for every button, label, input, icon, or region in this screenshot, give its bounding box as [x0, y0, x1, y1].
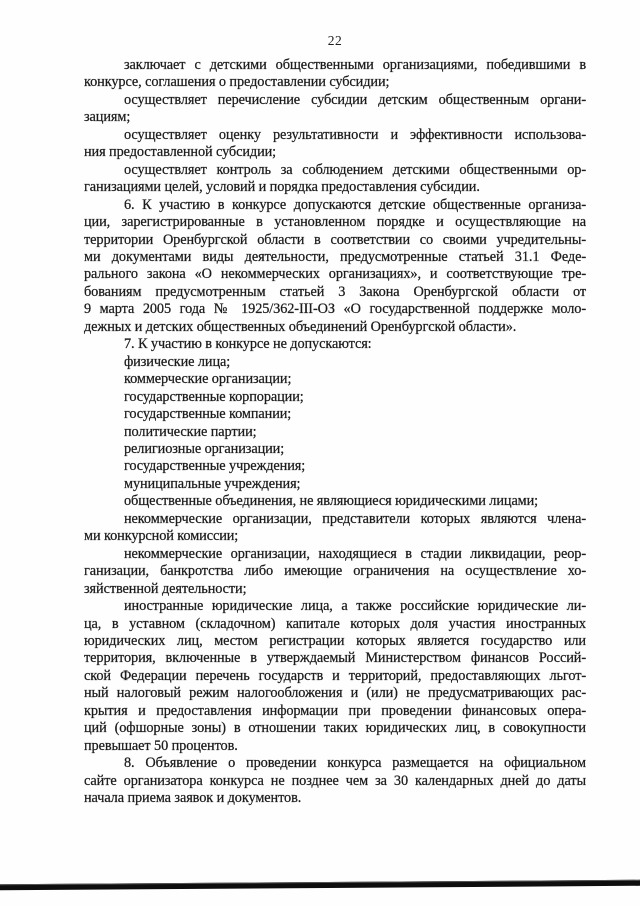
text-line: юридических лиц, местом регистрации которых является государство или	[84, 632, 586, 649]
text-line: рального закона «О некоммерческих организациях», и соответствующие тре-	[84, 266, 586, 283]
text-line: заключает с детскими общественными организациями, победившими в	[124, 57, 586, 73]
text-line: ный налоговый режим налогообложения и (или) не предусматривающих рас-	[84, 685, 586, 702]
text-line: некоммерческие организации, представители которых являются члена-	[124, 510, 586, 527]
text-line: конкурсе, соглашения о предоставлении субсидии;	[84, 74, 390, 91]
text-line: политические партии;	[124, 423, 257, 440]
text-line: ций (офшорные зоны) в отношении таких юридических лиц, в совокупности	[84, 720, 586, 737]
text-line: превышает 50 процентов.	[84, 737, 238, 754]
text-line: государственные корпорации;	[124, 388, 304, 405]
text-line: ции, зарегистрированные в установленном порядке и осуществляющие на	[84, 214, 586, 231]
text-line: общественные объединения, не являющиеся юридическими лицами;	[124, 493, 539, 510]
document-text-block	[84, 57, 586, 807]
text-line: дежных и детских общественных объединений Оренбургской области».	[84, 318, 517, 335]
text-line: 8. Объявление о проведении конкурса размещается на официальном	[124, 755, 586, 772]
text-line: муниципальные учреждения;	[124, 475, 301, 492]
text-line: сайте организатора конкурса не позднее чем за 30 календарных дней до даты	[84, 772, 586, 789]
text-line: ганизации, банкротства либо имеющие ограничения на осуществление хо-	[84, 563, 586, 580]
text-line: зяйственной деятельности;	[84, 580, 247, 597]
text-line: 7. К участию в конкурсе не допускаются:	[124, 336, 372, 353]
text-line: ния предоставленной субсидии;	[84, 144, 277, 161]
text-line: осуществляет оценку результативности и эффективности использова-	[124, 126, 586, 143]
text-line: территория, включенные в утверждаемый Министерством финансов Россий-	[84, 650, 586, 667]
text-line: коммерческие организации;	[124, 371, 292, 388]
text-line: зациям;	[84, 109, 131, 126]
text-line: ганизациями целей, условий и порядка предоставления субсидии.	[84, 179, 480, 196]
text-line: государственные компании;	[124, 406, 292, 423]
text-line: территории Оренбургской области в соответствии со своими учредительны-	[84, 231, 586, 248]
text-line: ми конкурсной комиссии;	[84, 528, 239, 545]
text-line: ца, в уставном (складочном) капитале которых доля участия иностранных	[84, 615, 586, 632]
text-line: иностранные юридические лица, а также российские юридические ли-	[124, 598, 586, 615]
text-line: крытия и предоставления информации при проведении финансовых опера-	[84, 702, 586, 719]
text-line: осуществляет контроль за соблюдением детскими общественными ор-	[124, 161, 586, 178]
page-number: 22	[327, 33, 343, 48]
text-line: 9 марта 2005 года № 1925/362-III-ОЗ «О государственной поддержке моло-	[84, 301, 586, 318]
text-line: государственные учреждения;	[124, 458, 306, 475]
text-line: физические лица;	[124, 353, 231, 370]
text-line: начала приема заявок и документов.	[84, 790, 302, 807]
text-line: осуществляет перечисление субсидии детским общественным органи-	[124, 91, 586, 108]
text-line: бованиям предусмотренным статьей 3 Закона Оренбургской области от	[84, 283, 586, 300]
text-line: некоммерческие организации, находящиеся в стадии ликвидации, реор-	[124, 545, 586, 562]
text-line: ми документами виды деятельности, предусмотренные статьей 31.1 Феде-	[84, 248, 586, 265]
text-line: ской Федерации перечень государств и территорий, предоставляющих льгот-	[84, 667, 586, 684]
text-line: 6. К участию в конкурсе допускаются детские общественные организа-	[124, 196, 586, 213]
scan-edge-artifact	[0, 880, 640, 891]
text-line: религиозные организации;	[124, 440, 285, 457]
